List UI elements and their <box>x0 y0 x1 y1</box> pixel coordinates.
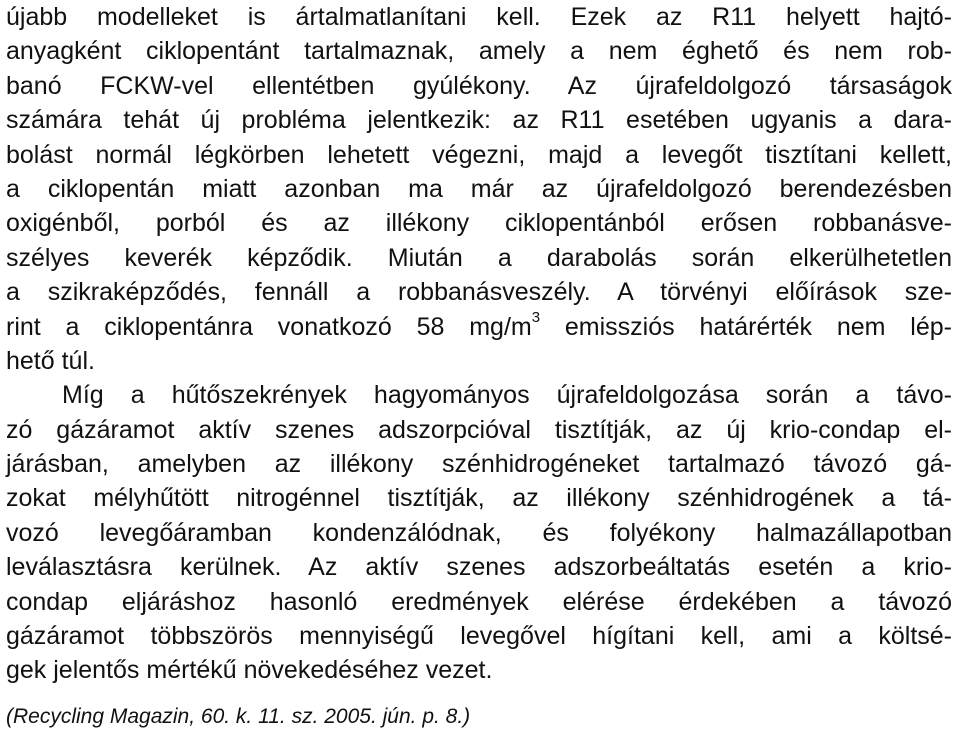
text-line: szélyes keverék képződik. Miután a darabolás során elkerülhetetlen <box>6 243 952 272</box>
superscript: 3 <box>531 309 541 327</box>
text-line: gek jelentős mértékű növekedéséhez vezet. <box>6 656 493 685</box>
text-line-with-superscript <box>6 310 952 344</box>
citation: (Recycling Magazin, 60. k. 11. sz. 2005. jún. p. 8.) <box>6 705 471 728</box>
document-body <box>6 0 952 688</box>
text-line: zokat mélyhűtött nitrogénnel tisztítják, az illékony szénhidrogének a tá- <box>6 484 952 513</box>
text-line: a szikraképződés, fennáll a robbanásveszély. A törvényi előírások sze- <box>6 278 952 307</box>
text-segment: rint a ciklopentánra vonatkozó 58 mg/m <box>6 312 532 341</box>
text-line: a ciklopentán miatt azonban ma már az újrafeldolgozó berendezésben <box>6 174 952 203</box>
text-line: járásban, amelyben az illékony szénhidrogéneket tartalmazó távozó gá- <box>6 450 952 479</box>
text-line: anyagként ciklopentánt tartalmaznak, amely a nem éghető és nem rob- <box>6 37 952 66</box>
text-line: banó FCKW-vel ellentétben gyúlékony. Az újrafeldolgozó társaságok <box>6 71 952 100</box>
paragraph-2 <box>6 378 952 688</box>
text-line: számára tehát új probléma jelentkezik: az R11 esetében ugyanis a dara- <box>6 106 952 135</box>
text-line: újabb modelleket is ártalmatlanítani kell. Ezek az R11 helyett hajtó- <box>6 3 952 31</box>
text-line: bolást normál légkörben lehetett végezni, majd a levegőt tisztítani kellett, <box>6 140 952 169</box>
text-line: condap eljáráshoz hasonló eredmények elérése érdekében a távozó <box>6 587 952 616</box>
text-segment: emissziós határérték nem lép- <box>540 312 952 341</box>
text-line: Míg a hűtőszekrények hagyományos újrafeldolgozása során a távo- <box>62 381 952 410</box>
paragraph-1 <box>6 0 952 378</box>
text-line: oxigénből, porból és az illékony ciklopentánból erősen robbanásve- <box>6 209 952 238</box>
text-line: leválasztásra kerülnek. Az aktív szenes adszorbeáltatás esetén a krio- <box>6 553 952 582</box>
text-line: gázáramot többszörös mennyiségű levegővel hígítani kell, ami a költsé- <box>6 622 952 651</box>
text-line: hető túl. <box>6 346 95 375</box>
text-line: vozó levegőáramban kondenzálódnak, és folyékony halmazállapotban <box>6 518 952 547</box>
text-line: zó gázáramot aktív szenes adszorpcióval tisztítják, az új krio-condap el- <box>6 415 952 444</box>
